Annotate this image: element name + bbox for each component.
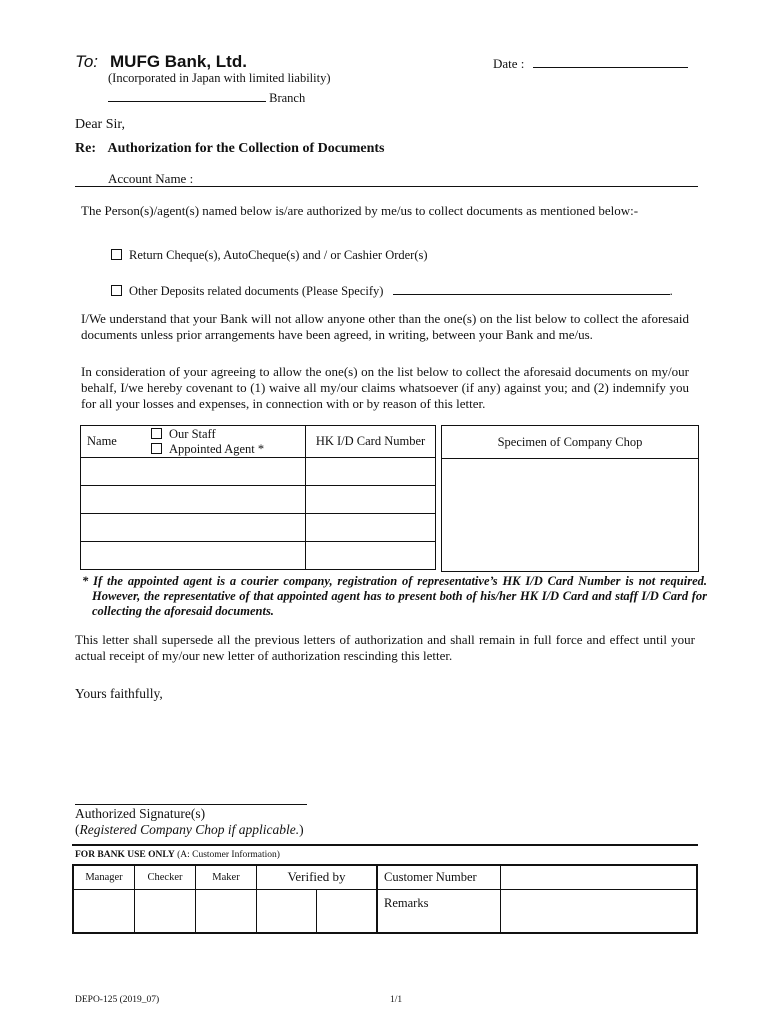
appointed-agent-option[interactable]: Appointed Agent * xyxy=(151,442,305,457)
name-header: Name xyxy=(81,426,152,458)
customer-number-label: Customer Number xyxy=(377,865,501,889)
account-name-label: Account Name : xyxy=(108,171,194,186)
chop-header: Specimen of Company Chop xyxy=(442,426,699,459)
signature-label: Authorized Signature(s) xyxy=(75,806,206,821)
intro-paragraph: The Person(s)/agent(s) named below is/are authorized by me/us to collect documents as mentioned below:- xyxy=(81,203,639,218)
consideration-paragraph: In consideration of your agreeing to allow the one(s) on the list below to collect the aforesaid documents on my/our behalf, I/we hereby covenant to (1) waive all my/our claims whatsoever (if any) against you; and (2) indemnify you for all your losses and expenses, in connection with or by reason of this letter. xyxy=(81,364,689,411)
date-label: Date : xyxy=(493,56,525,71)
table-row xyxy=(81,486,436,514)
option-return-cheque[interactable] xyxy=(111,248,428,263)
subject-re: Re: xyxy=(75,141,96,156)
hkid-cell[interactable] xyxy=(306,542,436,570)
form-code: DEPO-125 (2019_07) xyxy=(75,995,160,1005)
person-type-header xyxy=(151,426,306,458)
maker-sign-cell[interactable] xyxy=(196,889,257,933)
bank-use-table xyxy=(72,864,698,934)
name-cell[interactable] xyxy=(81,486,306,514)
name-cell[interactable] xyxy=(81,514,306,542)
bank-use-divider xyxy=(72,844,698,846)
chop-specimen-area[interactable] xyxy=(442,459,699,572)
option-other-deposits[interactable]: Other Deposits related documents (Please Specify) . xyxy=(111,283,673,299)
supersede-paragraph: This letter shall supersede all the previous letters of authorization and shall remain in full force and effect until your actual receipt of my/our new letter of authorization rescinding this letter. xyxy=(75,632,695,663)
company-chop-table xyxy=(441,425,699,572)
our-staff-option[interactable]: Our Staff xyxy=(151,427,305,442)
date-field xyxy=(493,56,688,72)
salutation: Dear Sir, xyxy=(75,117,125,132)
customer-number-input[interactable] xyxy=(501,865,698,889)
verified-by-sign-cell[interactable] xyxy=(257,889,317,933)
to-label: To: xyxy=(75,52,99,71)
table-header-row xyxy=(81,426,436,458)
name-cell[interactable] xyxy=(81,542,306,570)
hkid-cell[interactable] xyxy=(306,458,436,486)
authorized-persons-table xyxy=(80,425,436,570)
account-name-field[interactable] xyxy=(75,171,698,187)
remarks-input[interactable] xyxy=(501,889,698,933)
name-cell[interactable] xyxy=(81,458,306,486)
footnote: * If the appointed agent is a courier company, registration of representative’s HK I/D Card Number is not required. However, the representative of that appointed agent has to present both of his/her HK I/D Card and staff I/D Card for collecting the aforesaid documents. xyxy=(82,574,707,618)
signature-line[interactable] xyxy=(75,787,307,805)
subject-line xyxy=(75,141,385,157)
date-input[interactable] xyxy=(533,56,688,68)
branch-input[interactable] xyxy=(108,89,266,102)
verified-by-sign-cell[interactable] xyxy=(317,889,378,933)
maker-header: Maker xyxy=(196,865,257,889)
checker-header: Checker xyxy=(135,865,196,889)
signature-chop-note: (Registered Company Chop if applicable.) xyxy=(75,822,304,837)
hkid-header: HK I/D Card Number xyxy=(306,426,436,458)
addressee xyxy=(75,52,247,72)
subject-title: Authorization for the Collection of Documents xyxy=(107,141,385,156)
hkid-cell[interactable] xyxy=(306,514,436,542)
branch-label: Branch xyxy=(269,91,306,105)
hkid-cell[interactable] xyxy=(306,486,436,514)
branch-field xyxy=(108,89,305,106)
verified-by-header: Verified by xyxy=(257,865,378,889)
understanding-paragraph: I/We understand that your Bank will not allow anyone other than the one(s) on the list below to collect the aforesaid documents unless prior arrangements have been agreed, in writing, between your Bank and me/us. xyxy=(81,311,689,342)
other-deposits-label: Other Deposits related documents (Please Specify) xyxy=(129,284,384,298)
return-cheque-label: Return Cheque(s), AutoCheque(s) and / or Cashier Order(s) xyxy=(129,248,428,262)
incorporation-note: (Incorporated in Japan with limited liability) xyxy=(108,71,331,85)
return-cheque-checkbox[interactable] xyxy=(111,249,122,260)
table-row xyxy=(81,514,436,542)
bank-name: MUFG Bank, Ltd. xyxy=(110,52,247,71)
manager-sign-cell[interactable] xyxy=(73,889,135,933)
checker-sign-cell[interactable] xyxy=(135,889,196,933)
closing: Yours faithfully, xyxy=(75,686,163,701)
table-row xyxy=(81,542,436,570)
bank-use-title: FOR BANK USE ONLY (A: Customer Information) xyxy=(75,850,280,860)
table-row xyxy=(81,458,436,486)
remarks-label: Remarks xyxy=(377,889,501,933)
manager-header: Manager xyxy=(73,865,135,889)
appointed-agent-checkbox[interactable] xyxy=(151,443,162,454)
our-staff-checkbox[interactable] xyxy=(151,428,162,439)
other-deposits-specify-input[interactable] xyxy=(393,283,670,295)
page-number: 1/1 xyxy=(390,995,403,1005)
other-deposits-checkbox[interactable] xyxy=(111,285,122,296)
